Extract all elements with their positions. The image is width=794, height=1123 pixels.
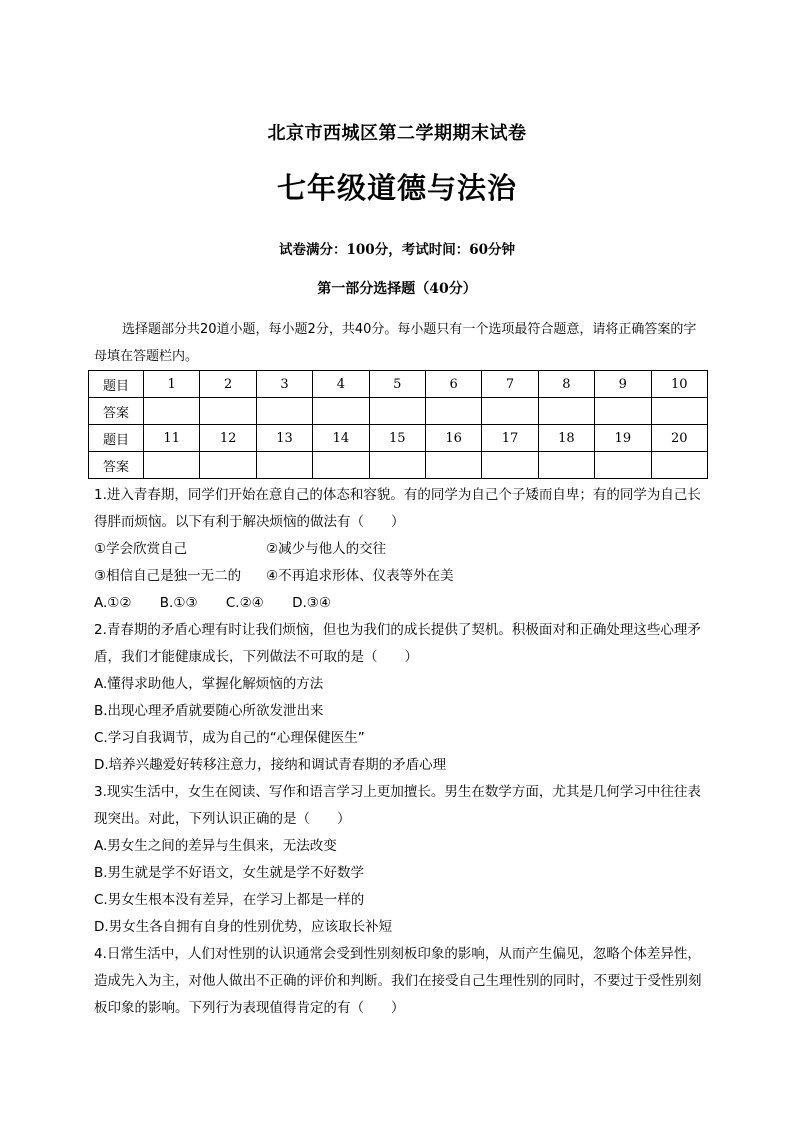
answer-option: D.男女生各自拥有自身的性别优势，应该取长补短 xyxy=(94,919,393,935)
question-number: 1 xyxy=(144,371,200,398)
question-number: 9 xyxy=(595,371,651,398)
answer-table xyxy=(88,370,708,479)
school-title: 北京市西城区第二学期期末试卷 xyxy=(267,123,527,144)
answer-cell[interactable] xyxy=(595,452,651,479)
answer-option: B.男生就是学不好语文，女生就是学不好数学 xyxy=(94,865,365,881)
answer-option: A.①② xyxy=(94,595,132,611)
answer-option: D.培养兴趣爱好转移注意力，接纳和调试青春期的矛盾心理 xyxy=(94,757,447,773)
answer-cell[interactable] xyxy=(369,452,425,479)
question-number: 12 xyxy=(200,425,256,452)
answer-cell[interactable] xyxy=(313,452,369,479)
answer-cell[interactable] xyxy=(144,398,200,425)
answer-cell[interactable] xyxy=(651,452,707,479)
question-number-row xyxy=(89,425,708,452)
answer-label: 答案 xyxy=(89,398,144,425)
statement: ④不再追求形体、仪表等外在美 xyxy=(266,568,454,584)
question-number: 8 xyxy=(538,371,594,398)
question-number: 11 xyxy=(144,425,200,452)
answer-option: A.男女生之间的差异与生俱来，无法改变 xyxy=(94,838,337,854)
questions-body xyxy=(94,482,706,1022)
answer-cell[interactable] xyxy=(256,452,312,479)
answer-row xyxy=(89,398,708,425)
answer-option: C.②④ xyxy=(225,595,264,611)
question-number: 10 xyxy=(651,371,707,398)
page-title: 七年级道德与法治 xyxy=(276,171,517,205)
question-number: 17 xyxy=(482,425,538,452)
option-row xyxy=(94,590,706,617)
answer-cell[interactable] xyxy=(256,398,312,425)
exam-info: 试卷满分：100分，考试时间：60分钟 xyxy=(279,242,515,258)
answer-cell[interactable] xyxy=(200,398,256,425)
question-stem: 2.青春期的矛盾心理有时让我们烦恼，但也为我们的成长提供了契机。积极面对和正确处理这些心理矛盾，我们才能健康成长，下列做法不可取的是（ ） xyxy=(94,622,701,665)
answer-cell[interactable] xyxy=(313,398,369,425)
question-number: 2 xyxy=(200,371,256,398)
answer-cell[interactable] xyxy=(538,452,594,479)
statement: ①学会欣赏自己 xyxy=(94,541,188,557)
answer-cell[interactable] xyxy=(425,398,481,425)
statement: ②减少与他人的交往 xyxy=(266,541,387,557)
answer-cell[interactable] xyxy=(482,452,538,479)
statement: ③相信自己是独一无二的 xyxy=(94,568,242,584)
question-number: 13 xyxy=(256,425,312,452)
statement-row xyxy=(94,563,706,590)
question-number: 4 xyxy=(313,371,369,398)
answer-cell[interactable] xyxy=(482,398,538,425)
question-stem: 3.现实生活中，女生在阅读、写作和语言学习上更加擅长。男生在数学方面，尤其是几何学习中往往表现突出。对此，下列认识正确的是（ ） xyxy=(94,784,701,827)
answer-option: B.①③ xyxy=(159,595,198,611)
answer-cell[interactable] xyxy=(369,398,425,425)
question-number: 5 xyxy=(369,371,425,398)
answer-cell[interactable] xyxy=(425,452,481,479)
answer-option: A.懂得求助他人，掌握化解烦恼的方法 xyxy=(94,676,324,692)
answer-option: C.学习自我调节，成为自己的“心理保健医生” xyxy=(94,730,365,746)
answer-label: 答案 xyxy=(89,452,144,479)
question-stem: 4.日常生活中，人们对性别的认识通常会受到性别刻板印象的影响，从而产生偏见，忽略个体差异性，造成先入为主，对他人做出不正确的评价和判断。我们在接受自己生理性别的同时，不要过于受性别刻板印象的影响。下列行为表现值得肯定的有（ ） xyxy=(94,946,702,1016)
question-label: 题目 xyxy=(89,425,144,452)
answer-option: C.男女生根本没有差异，在学习上都是一样的 xyxy=(94,892,365,908)
answer-option: B.出现心理矛盾就要随心所欲发泄出来 xyxy=(94,703,324,719)
statement-row xyxy=(94,536,706,563)
question-label: 题目 xyxy=(89,371,144,398)
question-number: 16 xyxy=(425,425,481,452)
answer-option: D.③④ xyxy=(292,595,331,611)
section-title: 第一部分选择题（40分） xyxy=(317,281,477,297)
answer-cell[interactable] xyxy=(144,452,200,479)
question-stem: 1.进入青春期，同学们开始在意自己的体态和容貌。有的同学为自己个子矮而自卑；有的同学为自己长得胖而烦恼。以下有利于解决烦恼的做法有（ ） xyxy=(94,487,701,530)
instructions: 选择题部分共20道小题，每小题2分，共40分。每小题只有一个选项最符合题意，请将正确答案的字母填在答题栏内。 xyxy=(94,322,697,364)
question-number: 3 xyxy=(256,371,312,398)
answer-cell[interactable] xyxy=(200,452,256,479)
question-number-row xyxy=(89,371,708,398)
answer-cell[interactable] xyxy=(651,398,707,425)
question-number: 18 xyxy=(538,425,594,452)
question-number: 15 xyxy=(369,425,425,452)
question-number: 6 xyxy=(425,371,481,398)
answer-row xyxy=(89,452,708,479)
answer-cell[interactable] xyxy=(595,398,651,425)
question-number: 20 xyxy=(651,425,707,452)
question-number: 19 xyxy=(595,425,651,452)
answer-cell[interactable] xyxy=(538,398,594,425)
question-number: 7 xyxy=(482,371,538,398)
question-number: 14 xyxy=(313,425,369,452)
